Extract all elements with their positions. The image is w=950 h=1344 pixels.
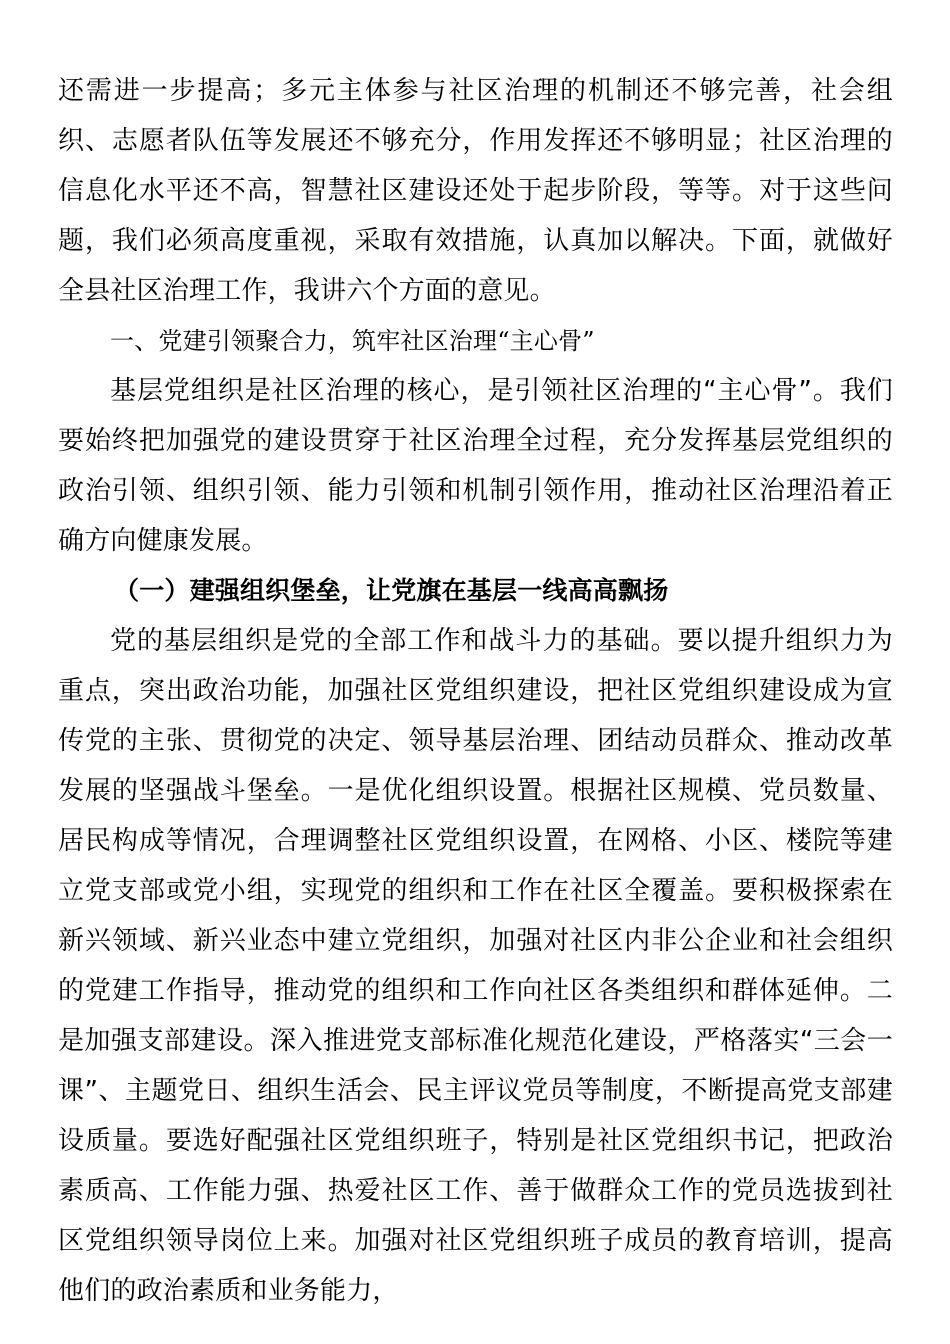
subsection-heading: （一）建强组织堡垒，让党旗在基层一线高高飘扬	[114, 576, 669, 605]
body-paragraph-continued: 还需进一步提高；多元主体参与社区治理的机制还不够完善，社会组织、志愿者队伍等发展还不够充分，作用发挥还不够明显；社区治理的信息化水平还不高，智慧社区建设还处于起步阶段，等等。对于这些问题，我们必须高度重视，采取有效措施，认真加以解决。下面，就做好全县社区治理工作，我讲六个方面的意见。	[58, 76, 893, 306]
document-body	[58, 66, 893, 1316]
body-paragraph: 基层党组织是社区治理的核心，是引领社区治理的“主心骨”。我们要始终把加强党的建设贯穿于社区治理全过程，充分发挥基层党组织的政治引领、组织引领、能力引领和机制引领作用，推动社区治理沿着正确方向健康发展。	[58, 376, 893, 556]
body-paragraph: 党的基层组织是党的全部工作和战斗力的基础。要以提升组织力为重点，突出政治功能，加强社区党组织建设，把社区党组织建设成为宣传党的主张、贯彻党的决定、领导基层治理、团结动员群众、推动改革发展的坚强战斗堡垒。一是优化组织设置。根据社区规模、党员数量、居民构成等情况，合理调整社区党组织设置，在网格、小区、楼院等建立党支部或党小组，实现党的组织和工作在社区全覆盖。要积极探索在新兴领域、新兴业态中建立党组织，加强对社区内非公企业和社会组织的党建工作指导，推动党的组织和工作向社区各类组织和群体延伸。二是加强支部建设。深入推进党支部标准化规范化建设，严格落实“三会一课”、主题党日、组织生活会、民主评议党员等制度，不断提高党支部建设质量。要选好配强社区党组织班子，特别是社区党组织书记，把政治素质高、工作能力强、热爱社区工作、善于做群众工作的党员选拔到社区党组织领导岗位上来。加强对社区党组织班子成员的教育培训，提高他们的政治素质和业务能力，	[58, 626, 893, 1306]
section-heading: 一、党建引领聚合力，筑牢社区治理“主心骨”	[110, 327, 595, 355]
